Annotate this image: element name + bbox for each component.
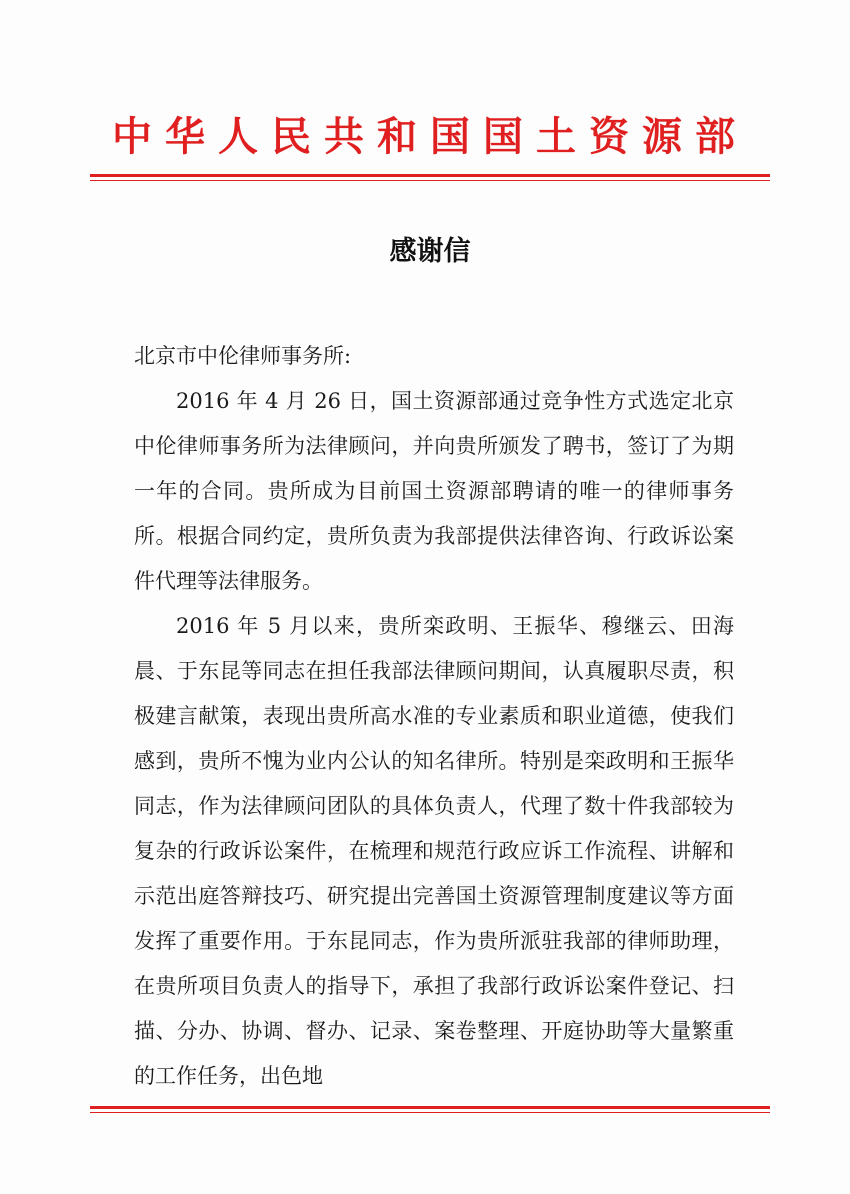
paragraph-1: 2016 年 4 月 26 日，国土资源部通过竞争性方式选定北京中伦律师事务所为法律顾问，并向贵所颁发了聘书，签订了为期一年的合同。贵所成为目前国土资源部聘请的唯一的律师事务所。根据合同约定，贵所负责为我部提供法律咨询、行政诉讼案件代理等法律服务。 [134,389,734,593]
header-rule-thin [90,180,770,181]
paragraph-2: 2016 年 5 月以来，贵所栾政明、王振华、穆继云、田海晨、于东昆等同志在担任我部法律顾问期间，认真履职尽责，积极建言献策，表现出贵所高水准的专业素质和职业道德，使我们感到，贵所不愧为业内公认的知名律所。特别是栾政明和王振华同志，作为法律顾问团队的具体负责人，代理了数十件我部较为复杂的行政诉讼案件，在梳理和规范行政应诉工作流程、讲解和示范出庭答辩技巧、研究提出完善国土资源管理制度建议等方面发挥了重要作用。于东昆同志，作为贵所派驻我部的律师助理，在贵所项目负责人的指导下，承担了我部行政诉讼案件登记、扫描、分办、协调、督办、记录、案卷整理、开庭协助等大量繁重的工作任务，出色地 [134,614,734,1088]
footer-rule-thin [90,1112,770,1113]
footer-rule-thick [90,1106,770,1109]
salutation: 北京市中伦律师事务所: [134,344,352,368]
letter-body [134,334,734,1099]
organization-header: 中华人民共和国国土资源部 [112,113,748,160]
header-rule-thick [90,174,770,177]
letter-title: 感谢信 [389,236,471,267]
